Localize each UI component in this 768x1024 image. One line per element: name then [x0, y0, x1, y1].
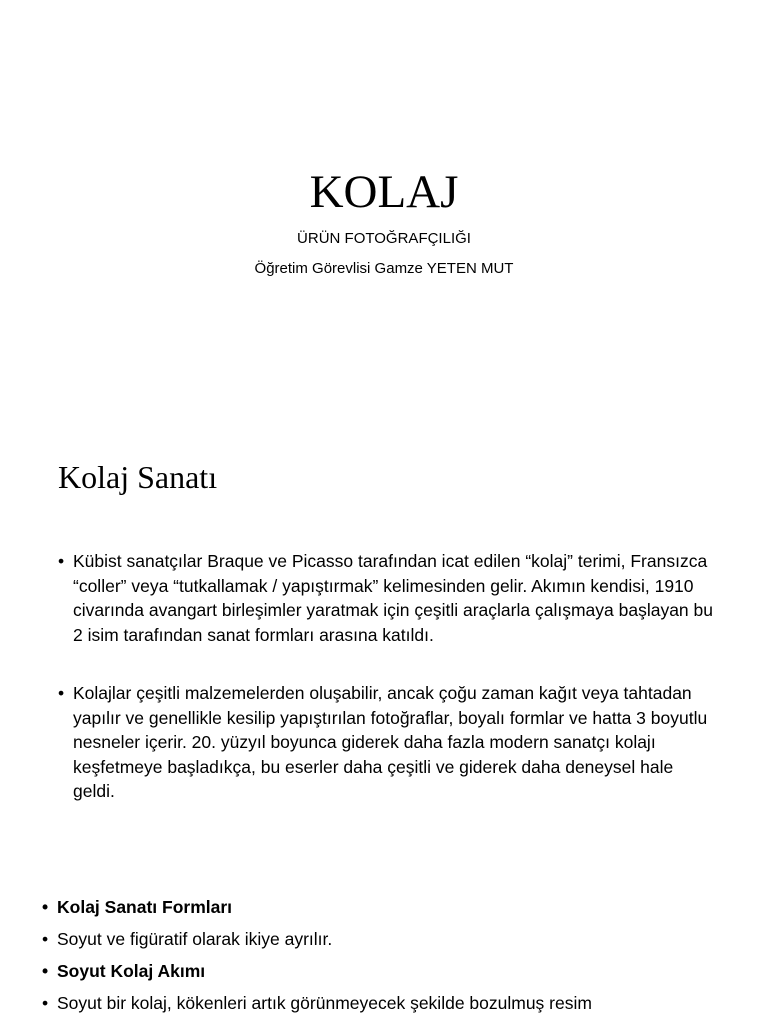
- bullet-text: Kübist sanatçılar Braque ve Picasso tarafından icat edilen “kolaj” terimi, Fransızca “coller” veya “tutkallamak / yapıştırmak” kelimesinden gelir. Akımın kendisi, 1910 civarında avangart birleşimler yaratmak için çeşitli araçlarla çalışmaya başlayan bu 2 isim tarafından sanat formları arasına katıldı.: [73, 551, 713, 645]
- bullet-icon: •: [58, 551, 65, 571]
- author-line: Öğretim Görevlisi Gamze YETEN MUT: [254, 260, 514, 277]
- subtitle: ÜRÜN FOTOĞRAFÇILIĞI: [297, 230, 471, 247]
- section-title: Kolaj Sanatı: [58, 459, 218, 495]
- list-item: [42, 959, 742, 983]
- page-title: KOLAJ: [309, 166, 459, 218]
- list-item: [42, 991, 742, 1015]
- list-item: [58, 549, 718, 647]
- bullet-text: Soyut ve figüratif olarak ikiye ayrılır.: [57, 929, 333, 949]
- bullet-icon: •: [42, 961, 49, 981]
- bullet-icon: •: [42, 993, 49, 1013]
- list-item: [42, 895, 742, 919]
- list-item: [42, 927, 742, 951]
- bullet-text: Kolajlar çeşitli malzemelerden oluşabilir, ancak çoğu zaman kağıt veya tahtadan yapılır ve genellikle kesilip yapıştırılan fotoğraflar, boyalı formlar ve hatta 3 boyutlu nesneler içerir. 20. yüzyıl boyunca giderek daha fazla modern sanatçı kolajı keşfetmeye başladıkça, bu eserler daha çeşitli ve giderek daha deneysel hale geldi.: [73, 683, 708, 801]
- bullet-icon: •: [42, 929, 49, 949]
- bullet-text: Soyut bir kolaj, kökenleri artık görünmeyecek şekilde bozulmuş resim: [57, 993, 592, 1013]
- bullet-icon: •: [58, 683, 65, 703]
- bullet-text: Soyut Kolaj Akımı: [57, 961, 206, 981]
- list-item: [58, 681, 718, 804]
- bullet-text: Kolaj Sanatı Formları: [57, 897, 233, 917]
- bullet-icon: •: [42, 897, 49, 917]
